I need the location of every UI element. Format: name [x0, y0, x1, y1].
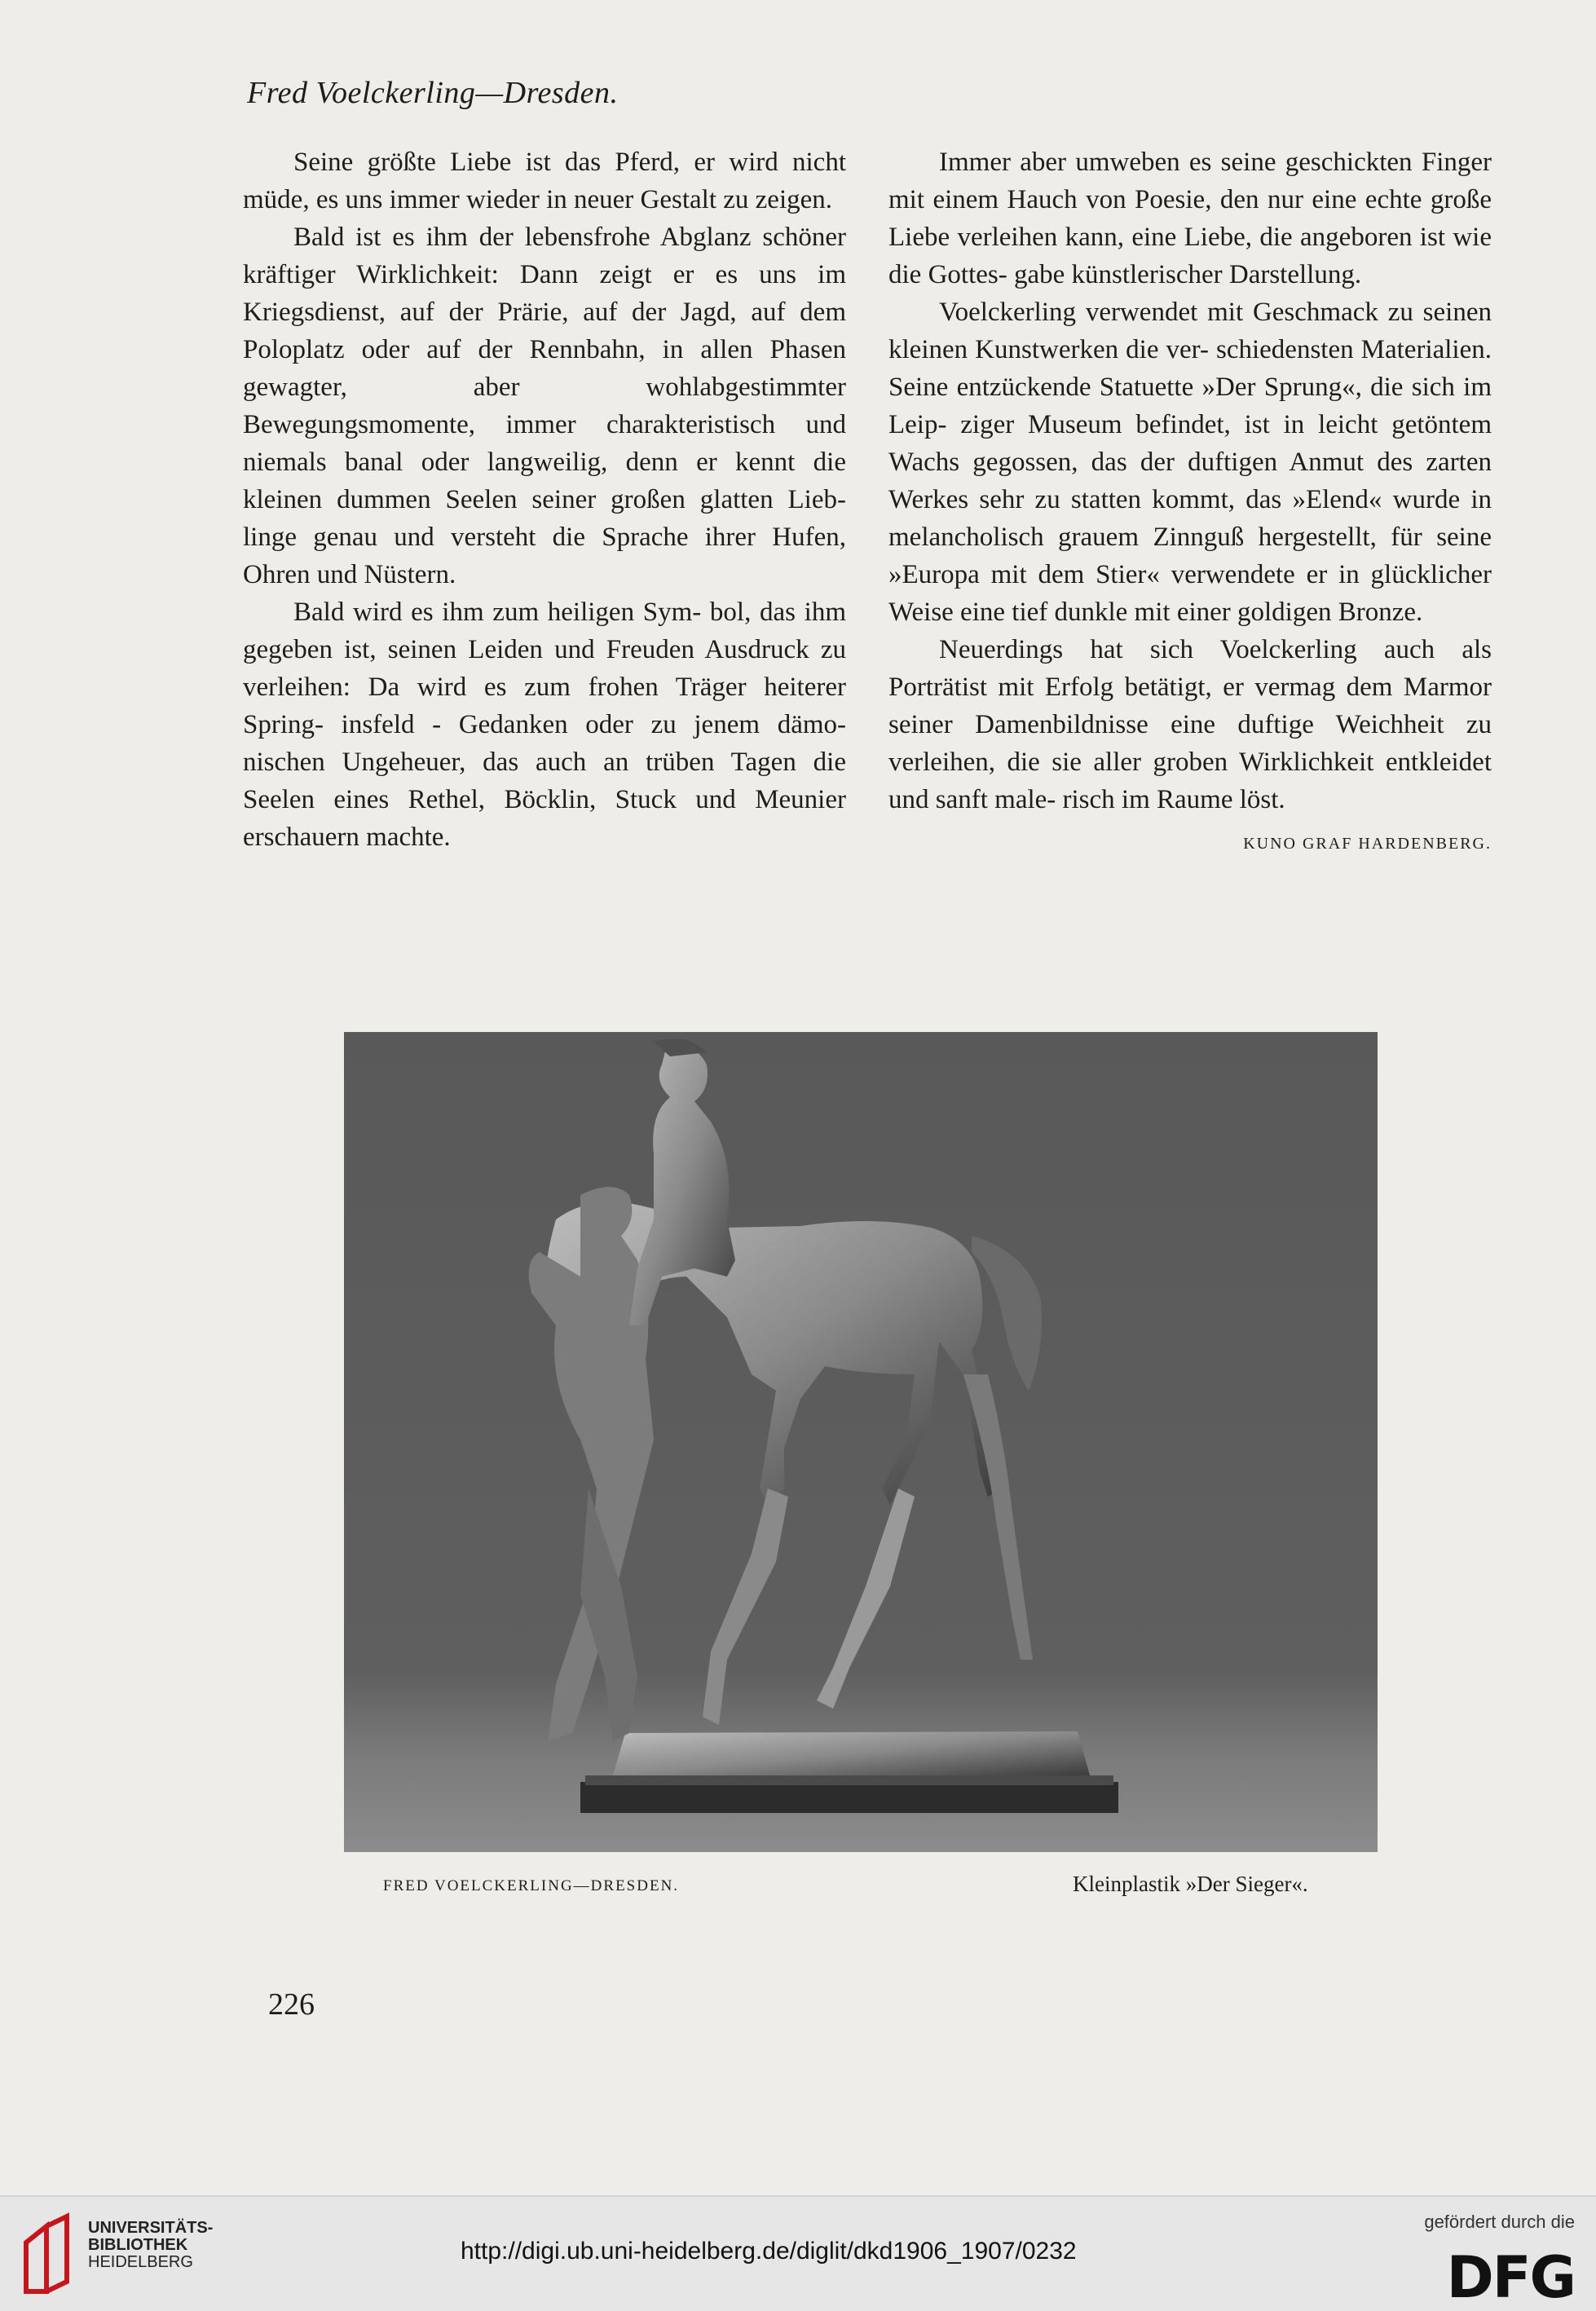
dfg-logo: DFG — [1446, 2244, 1575, 2311]
paragraph: Seine größte Liebe ist das Pferd, er wird nicht müde, es uns immer wieder in neuer Gestalt zu zeigen. — [243, 148, 846, 214]
digitization-footer — [0, 2195, 1596, 2311]
page-number: 226 — [268, 1987, 315, 2022]
text-column-right — [888, 143, 1492, 862]
bronze-jockey-horse-statue-photo — [344, 1032, 1378, 1852]
library-line: UNIVERSITÄTS- — [88, 2219, 214, 2237]
sculpture-photo — [344, 1032, 1378, 1852]
caption-artist: FRED VOELCKERLING—DRESDEN. — [383, 1877, 680, 1894]
funding-label: gefördert durch die — [1424, 2212, 1575, 2232]
caption-title: Kleinplastik »Der Sieger«. — [1073, 1872, 1308, 1896]
library-line: BIBLIOTHEK — [88, 2236, 188, 2254]
author-signature: KUNO GRAF HARDENBERG. — [1243, 835, 1492, 853]
paragraph: Bald wird es ihm zum heiligen Sym- bol, das ihm gegeben ist, seinen Leiden und Freuden Ausdruck zu verleihen: Da wird es zum frohen Träger heiterer Spring- insfeld - Gedanken oder zu jenem dämo- nischen Ungeheuer, das auch an trüben Tagen die Seelen eines Rethel, Böcklin, Stuck und Meunier erschauern machte. — [243, 598, 846, 852]
ub-heidelberg-logo-icon — [18, 2210, 75, 2298]
paragraph: Bald ist es ihm der lebensfrohe Abglanz schöner kräftiger Wirklichkeit: Dann zeigt er es uns im Kriegsdienst, auf der Prärie, auf der Jagd, auf dem Poloplatz oder auf der Rennbahn, in allen Phasen gewagter, aber wohlabgestimmter Bewegungsmomente, immer charakteristisch und niemals banal oder langweilig, denn er kennt die kleinen dummen Seelen seiner großen glatten Lieb- linge genau und versteht die Sprache ihrer Hufen, Ohren und Nüstern. — [243, 223, 846, 589]
library-name — [88, 2220, 213, 2271]
paragraph — [888, 631, 1492, 853]
library-line: HEIDELBERG — [88, 2253, 193, 2271]
paragraph: Immer aber umweben es seine geschickten Finger mit einem Hauch von Poesie, den nur eine echte große Liebe verleihen kann, eine Liebe, die angeboren ist wie die Gottes- gabe künstlerischer Darstellung. — [888, 148, 1492, 289]
running-head: Fred Voelckerling—Dresden. — [247, 76, 619, 110]
paragraph: Voelckerling verwendet mit Geschmack zu seinen kleinen Kunstwerken die ver- schiedensten Materialien. Seine entzückende Statuette »Der Sprung«, die sich im Leip- ziger Museum befindet, ist in leicht getöntem Wachs gegossen, das der duftigen Anmut des zarten Werkes sehr zu statten kommt, das »Elend« wurde in melancholisch grauem Zinnguß hergestellt, für seine »Europa mit dem Stier« verwendete er in glücklicher Weise eine tief dunkle mit einer goldigen Bronze. — [888, 298, 1492, 627]
permalink-url[interactable]: http://digi.ub.uni-heidelberg.de/diglit/dkd1906_1907/0232 — [461, 2238, 1077, 2265]
text-column-left — [243, 143, 846, 856]
paragraph-text: Neuerdings hat sich Voelckerling auch als Porträtist mit Erfolg betätigt, er vermag dem Marmor seiner Damenbildnisse eine duftige Weichheit zu verleihen, die sie aller groben Wirklichkeit entkleidet und sanft male- risch im Raume löst. — [888, 635, 1492, 814]
